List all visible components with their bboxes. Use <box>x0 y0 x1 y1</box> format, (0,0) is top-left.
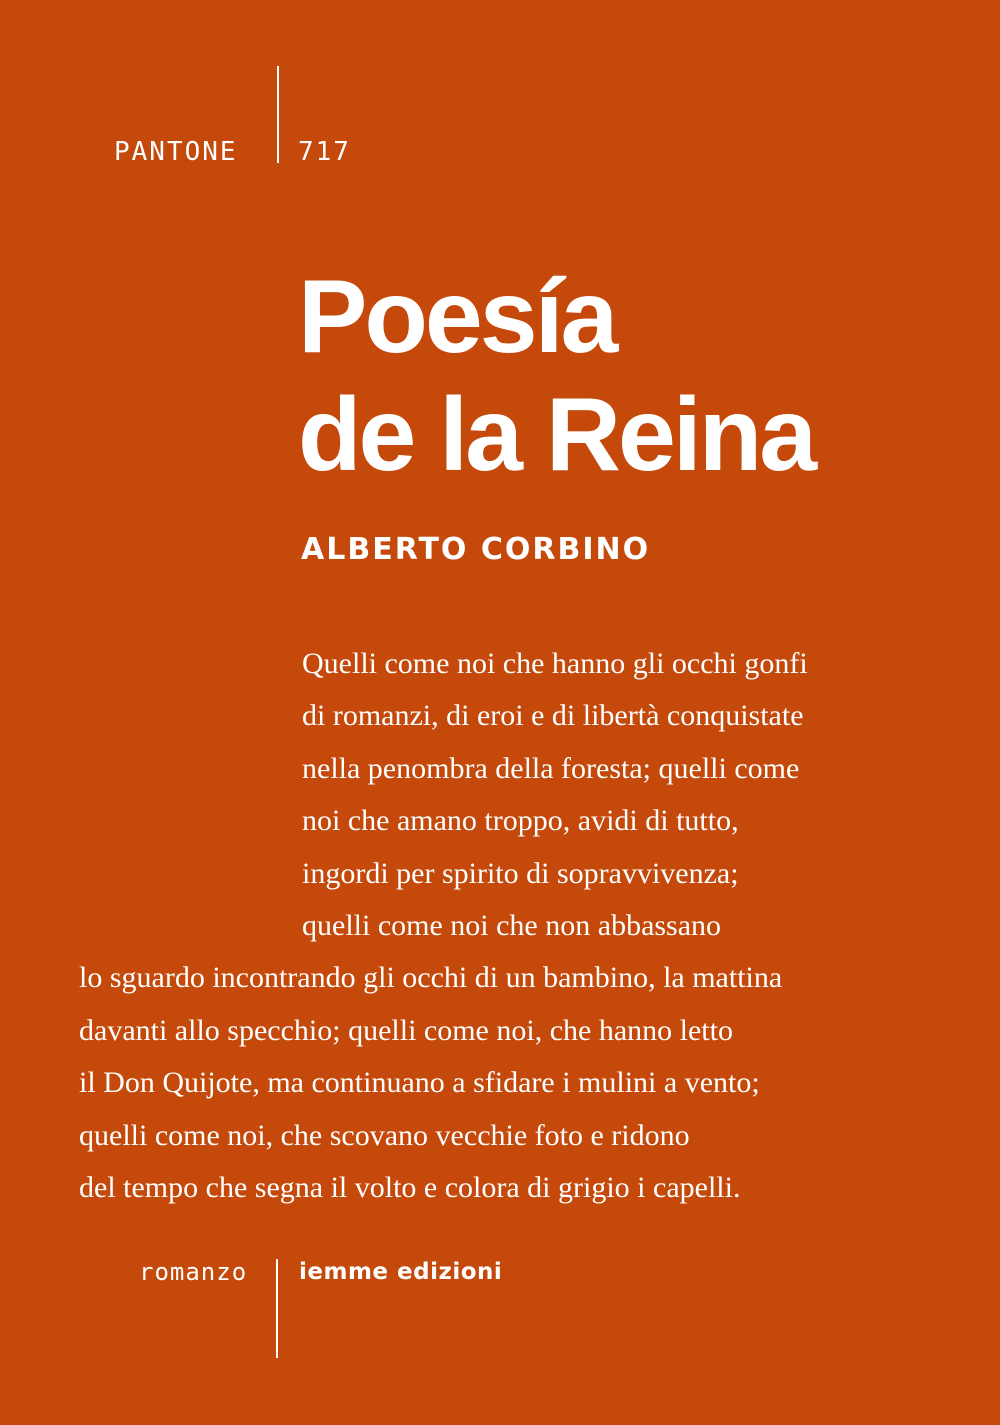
book-title <box>298 258 814 494</box>
blurb-text <box>0 638 1000 1214</box>
blurb-line: noi che amano troppo, avidi di tutto, <box>302 804 739 838</box>
blurb-line: quelli come noi che non abbassano <box>302 909 722 943</box>
blurb-line: lo sguardo incontrando gli occhi di un bambino, la mattina <box>79 961 783 995</box>
blurb-line: davanti allo specchio; quelli come noi, che hanno letto <box>79 1013 733 1047</box>
blurb-line: del tempo che segna il volto e colora di grigio i capelli. <box>79 1171 741 1205</box>
title-line-2: de la Reina <box>298 377 815 493</box>
blurb-line: nella penombra della foresta; quelli come <box>302 751 800 785</box>
title-line-1: Poesía <box>298 259 616 375</box>
blurb-line: ingordi per spirito di sopravvivenza; <box>302 856 739 890</box>
series-code: 717 <box>298 137 351 167</box>
publisher-name: iemme edizioni <box>299 1259 503 1285</box>
genre-label: romanzo <box>139 1258 248 1286</box>
bottom-divider-line <box>276 1259 278 1358</box>
blurb-line: Quelli come noi che hanno gli occhi gonfi <box>302 647 808 680</box>
series-name: PANTONE <box>114 137 238 167</box>
blurb-line: il Don Quijote, ma continuano a sfidare i mulini a vento; <box>79 1066 760 1100</box>
blurb-line: quelli come noi, che scovano vecchie foto e ridono <box>79 1118 690 1152</box>
top-divider-line <box>277 66 279 163</box>
author-name: ALBERTO CORBINO <box>301 532 651 567</box>
blurb-line: di romanzi, di eroi e di libertà conquistate <box>302 699 804 733</box>
